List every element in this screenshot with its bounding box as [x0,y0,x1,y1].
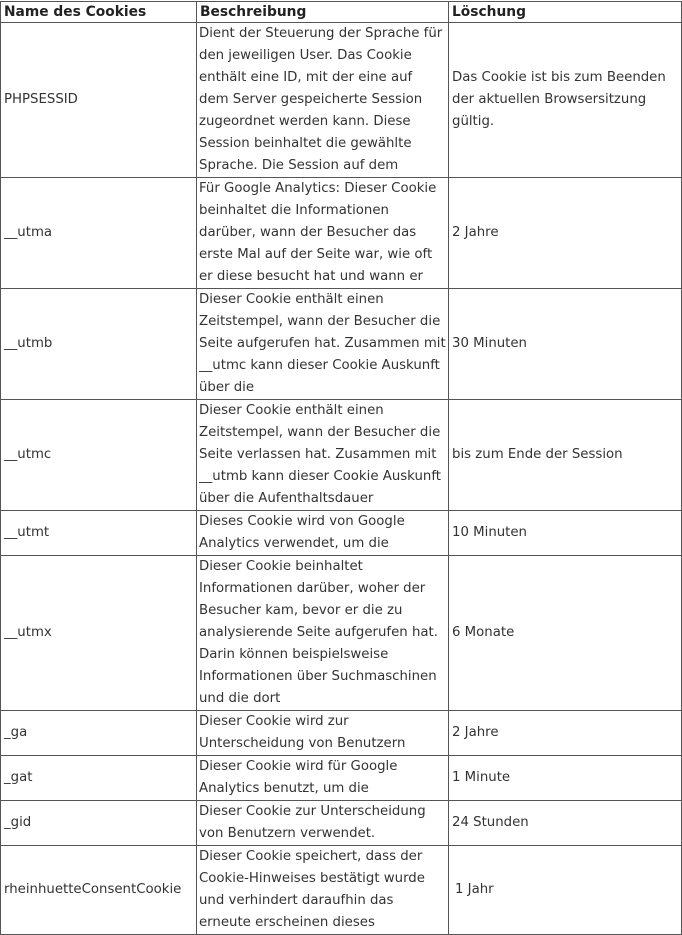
cookie-table [0,1,682,935]
cookie-deletion: bis zum Ende der Session [449,400,682,511]
table-row [1,756,682,801]
table-row [1,400,682,511]
cookie-name: _ga [1,711,197,756]
cookie-description: Dieser Cookie enthält einen Zeitstempel, wann der Besucher die Seite aufgerufen hat. Zusammen mit __utmc kann dieser Cookie Auskunft über die [199,292,446,395]
cookie-deletion: Das Cookie ist bis zum Beenden der aktuellen Browsersitzung gültig. [449,23,682,178]
cookie-description: Dieser Cookie wird zur Unterscheidung von Benutzern [199,714,406,751]
cookie-name: _gat [1,756,197,801]
cookie-deletion: 6 Monate [449,556,682,711]
cookie-name: rheinhuetteConsentCookie [1,846,197,935]
cookie-name: PHPSESSID [1,23,197,178]
header-description: Beschreibung [197,2,449,23]
cookie-description: Dient der Steuerung der Sprache für den jeweiligen User. Das Cookie enthält eine ID, mit der eine auf dem Server gespeicherte Session zugeordnet werden kann. Diese Session beinhaltet die gewählte Sprache. Die Session auf dem [199,26,443,173]
table-row [1,801,682,846]
cookie-name: __utma [1,178,197,289]
table-header-row [1,2,682,23]
header-deletion: Löschung [449,2,682,23]
cookie-name: __utmx [1,556,197,711]
cookie-deletion: 24 Stunden [449,801,682,846]
cookie-description: Dieser Cookie enthält einen Zeitstempel, wann der Besucher die Seite verlassen hat. Zusammen mit __utmb kann dieser Cookie Auskunft über die Aufenthaltsdauer [199,403,441,506]
cookie-description: Dieser Cookie wird für Google Analytics benutzt, um die [199,759,398,796]
cookie-name: __utmt [1,511,197,556]
cookie-description: Dieser Cookie speichert, dass der Cookie-Hinweises bestätigt wurde und verhindert daraufhin das erneute erscheinen dieses [199,849,425,930]
cookie-name: __utmc [1,400,197,511]
table-row [1,23,682,178]
cookie-name: __utmb [1,289,197,400]
table-row [1,289,682,400]
table-row [1,711,682,756]
cookie-name: _gid [1,801,197,846]
cookie-deletion: 30 Minuten [449,289,682,400]
cookie-deletion: 2 Jahre [449,178,682,289]
cookie-deletion: 10 Minuten [449,511,682,556]
cookie-deletion: 1 Jahr [449,846,682,935]
cookie-description: Dieses Cookie wird von Google Analytics verwendet, um die [199,514,405,551]
cookie-deletion: 1 Minute [449,756,682,801]
table-row [1,511,682,556]
table-row [1,556,682,711]
header-name: Name des Cookies [1,2,197,23]
cookie-deletion: 2 Jahre [449,711,682,756]
cookie-description: Für Google Analytics: Dieser Cookie beinhaltet die Informationen darüber, wann der Besucher das erste Mal auf der Seite war, wie oft er diese besucht hat und wann er [199,181,437,284]
cookie-description: Dieser Cookie zur Unterscheidung von Benutzern verwendet. [199,804,426,841]
table-row [1,846,682,935]
table-row [1,178,682,289]
cookie-description: Dieser Cookie beinhaltet Informationen darüber, woher der Besucher kam, bevor er die zu analysierende Seite aufgerufen hat. Darin können beispielsweise Informationen über Suchmaschinen und die dort [199,559,438,706]
